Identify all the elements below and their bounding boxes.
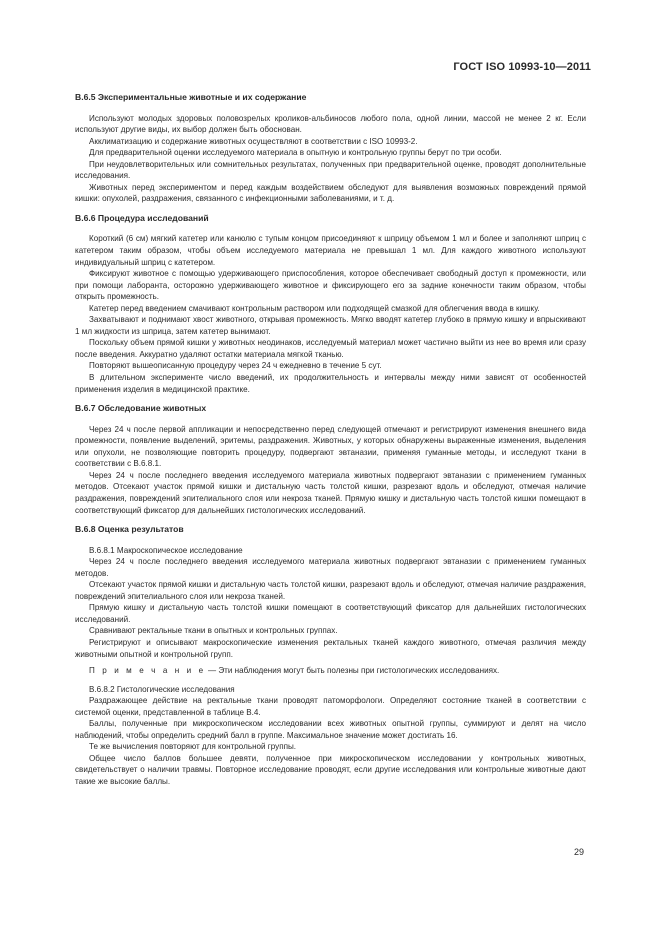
paragraph: Раздражающее действие на ректальные ткани проводят патоморфологи. Определяют состояние тканей в соответствии с системой оценки, представленной в таблице В.4. [75, 696, 586, 717]
section-heading: В.6.6 Процедура исследований [75, 212, 209, 223]
paragraph: Короткий (6 см) мягкий катетер или канюлю с тупым концом присоединяют к шприцу объемом 1 мл и более и заполняют шприц с катетером таким образом, чтобы объем исследуемого материала не превышал 1 мл. Для каждого животного используют индивидуальный шприц с катетером. [75, 234, 586, 267]
paragraph: Те же вычисления повторяют для контрольной группы. [89, 742, 297, 752]
paragraph: Животных перед экспериментом и перед каждым воздействием обследуют для выявления возможных повреждений прямой кишки: опухолей, раздражения, связанного с инфекционными заболеваниями, и т. д. [75, 182, 586, 204]
paragraph: Фиксируют животное с помощью удерживающего приспособления, которое обеспечивает свободный доступ к промежности, или при помощи лаборанта, осторожно удерживающего животное и фиксирующего его за задние конечности таким образом, чтобы открыть промежность. [75, 269, 586, 302]
note-text: — Эти наблюдения могут быть полезны при гистологических исследованиях. [205, 666, 500, 676]
subsection-heading: В.6.8.2 Гистологические исследования [89, 684, 235, 694]
section-heading: В.6.7 Обследование животных [75, 403, 207, 414]
note [75, 665, 586, 677]
paragraph: Через 24 ч после последнего введения исследуемого материала животных подвергают эвтаназии с применением гуманных методов. [75, 557, 586, 578]
paragraph: При неудовлетворительных или сомнительных результатах, полученных при предварительной оценке, проводят дополнительные исследования. [75, 159, 586, 181]
paragraph: Отсекают участок прямой кишки и дистальную часть толстой кишки, разрезают вдоль и обследуют, отмечая наличие раздражения, повреждений эпителиального слоя или некроза тканей. [75, 580, 586, 601]
paragraph: Поскольку объем прямой кишки у животных неодинаков, исследуемый материал может частично выйти из нее во время или сразу после введения. Аккуратно удаляют остатки материала мягкой тканью. [75, 338, 586, 359]
paragraph: Прямую кишку и дистальную часть толстой кишки помещают в соответствующий фиксатор для дальнейших гистологических исследований. [75, 603, 586, 624]
paragraph: Используют молодых здоровых половозрелых кроликов-альбиносов любого пола, одной линии, массой не менее 2 кг. Если используют другие виды, их выбор должен быть обоснован. [75, 113, 586, 135]
section-heading: В.6.5 Экспериментальные животные и их содержание [75, 92, 307, 102]
paragraph: Захватывают и поднимают хвост животного, открывая промежность. Мягко вводят катетер глубоко в прямую кишку и впрыскивают 1 мл жидкости из шприца, затем катетер вынимают. [75, 315, 586, 336]
paragraph: Общее число баллов большее девяти, полученное при микроскопическом исследовании у контрольных животных, свидетельствует о наличии травмы. Повторное исследование проводят, если другие исследования или контрольные животные дают такие же высокие баллы. [75, 753, 586, 786]
paragraph: Баллы, полученные при микроскопическом исследовании всех животных опытной группы, суммируют и делят на число наблюдений, чтобы определить средний балл в группе. Максимальное значение может достигать 16. [75, 719, 586, 740]
paragraph: Акклиматизацию и содержание животных осуществляют в соответствии с ISO 10993-2. [89, 136, 418, 146]
page-content [75, 92, 586, 788]
paragraph: Повторяют вышеописанную процедуру через 24 ч ежедневно в течение 5 сут. [89, 361, 382, 371]
paragraph: Катетер перед введением смачивают контрольным раствором или подходящей смазкой для облегчения ввода в кишку. [89, 303, 540, 313]
paragraph: Сравнивают ректальные ткани в опытных и контрольных группах. [89, 626, 338, 636]
section-heading: В.6.8 Оценка результатов [75, 524, 184, 535]
note-label: П р и м е ч а н и е [89, 666, 206, 676]
document-id: ГОСТ ISO 10993-10—2011 [453, 61, 591, 73]
paragraph: В длительном эксперименте число введений, их продолжительность и интервалы между ними зависят от особенностей применения изделия в медицинской практике. [75, 373, 586, 394]
paragraph: Регистрируют и описывают макроскопические изменения ректальных тканей каждого животного, отмечая различия между животными опытной и контрольной групп. [75, 637, 586, 659]
subsection-heading: В.6.8.1 Макроскопическое исследование [89, 545, 243, 555]
page-number: 29 [573, 847, 584, 857]
paragraph: Для предварительной оценки исследуемого материала в опытную и контрольную группы берут по три особи. [89, 148, 502, 158]
paragraph: Через 24 ч после последнего введения исследуемого материала животных подвергают эвтаназии с применением гуманных методов. Отсекают участок прямой кишки и дистальную часть толстой кишки, разрезают вдоль и обследуют, отмечая наличие раздражения, повреждений эпителиального слоя или некроза тканей. Прямую кишку и дистальную часть толстой кишки помещают в соответствующий фиксатор для дальнейших гистологических исследований. [75, 470, 586, 515]
paragraph: Через 24 ч после первой аппликации и непосредственно перед следующей отмечают и регистрируют изменения внешнего вида промежности, появление выделений, эритемы, раздражения. Животных, у которых обнаружены выраженные изменения, выделения или опухоли, не позволяющие повторить процедуру, подвергают эвтаназии, применяя гуманные методы, и исследуют ткани в соответствии с В.6.8.1. [75, 424, 586, 469]
